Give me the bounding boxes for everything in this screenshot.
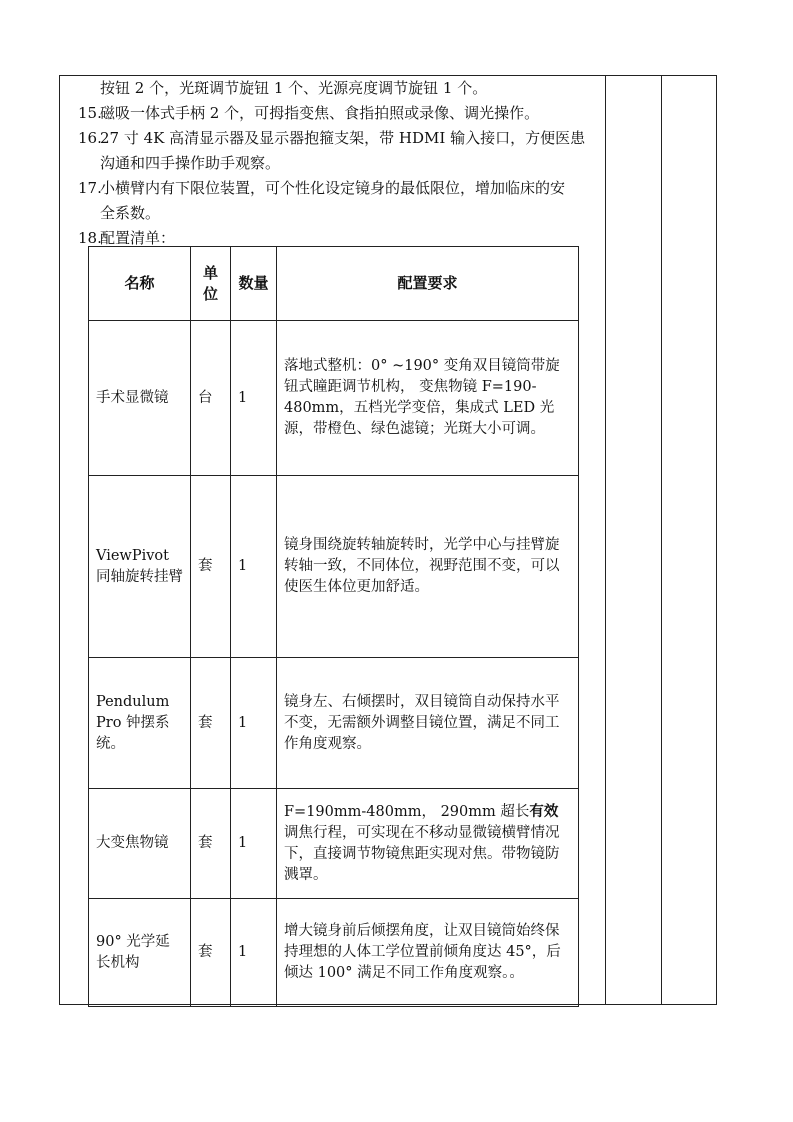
- table-row: [89, 658, 579, 789]
- cell-name: 90° 光学延长机构: [89, 899, 191, 1007]
- cell-name: ViewPivot 同轴旋转挂臂: [89, 476, 191, 658]
- list-item: 15. 磁吸一体式手柄 2 个，可拇指变焦、食指拍照或录像、调光操作。: [78, 104, 540, 122]
- table-row: [89, 899, 579, 1007]
- list-item: 按钮 2 个，光斑调节旋钮 1 个、光源亮度调节旋钮 1 个。: [100, 79, 488, 97]
- cell-qty: 1: [231, 899, 277, 1007]
- table-row: [89, 321, 579, 476]
- header-unit: 单位: [191, 247, 231, 321]
- cell-name: 大变焦物镜: [89, 789, 191, 899]
- list-item: 16. 27 寸 4K 高清显示器及显示器抱箍支架，带 HDMI 输入接口，方便医患: [78, 129, 586, 147]
- table-row: [89, 789, 579, 899]
- table-header-row: [89, 247, 579, 321]
- cell-unit: 套: [191, 899, 231, 1007]
- requirement-list: [78, 76, 603, 251]
- cell-requirement: 落地式整机：0° ~190° 变角双目镜筒带旋钮式瞳距调节机构， 变焦物镜 F=190-480mm，五档光学变倍，集成式 LED 光源，带橙色、绿色滤镜；光斑大小可调。: [277, 321, 579, 476]
- cell-name: 手术显微镜: [89, 321, 191, 476]
- table-row: [89, 476, 579, 658]
- cell-qty: 1: [231, 476, 277, 658]
- header-name: 名称: [89, 247, 191, 321]
- cell-qty: 1: [231, 789, 277, 899]
- cell-requirement: 镜身左、右倾摆时，双目镜筒自动保持水平不变，无需额外调整目镜位置，满足不同工作角度观察。: [277, 658, 579, 789]
- list-item-continuation: 沟通和四手操作助手观察。: [100, 154, 281, 172]
- cell-name: Pendulum Pro 钟摆系统。: [89, 658, 191, 789]
- column-divider: [605, 76, 606, 1004]
- cell-requirement: 镜身围绕旋转轴旋转时，光学中心与挂臂旋转轴一致，不同体位，视野范围不变，可以使医生体位更加舒适。: [277, 476, 579, 658]
- cell-requirement: 增大镜身前后倾摆角度，让双目镜筒始终保持理想的人体工学位置前倾角度达 45°，后倾达 100° 满足不同工作角度观察。。: [277, 899, 579, 1007]
- list-item-continuation: 全系数。: [100, 204, 161, 222]
- cell-qty: 1: [231, 321, 277, 476]
- cell-qty: 1: [231, 658, 277, 789]
- cell-requirement: F=190mm-480mm， 290mm 超长有效调焦行程，可实现在不移动显微镜横臂情况下，直接调节物镜焦距实现对焦。带物镜防溅罩。: [277, 789, 579, 899]
- list-item: 18. 配置清单：: [78, 229, 176, 247]
- cell-unit: 套: [191, 789, 231, 899]
- configuration-table: [88, 246, 579, 1007]
- document-table-frame: [59, 75, 717, 1005]
- column-divider: [661, 76, 662, 1004]
- header-requirement: 配置要求: [277, 247, 579, 321]
- list-item: 17. 小横臂内有下限位装置，可个性化设定镜身的最低限位，增加临床的安: [78, 179, 566, 197]
- cell-unit: 套: [191, 658, 231, 789]
- header-qty: 数量: [231, 247, 277, 321]
- cell-unit: 台: [191, 321, 231, 476]
- cell-unit: 套: [191, 476, 231, 658]
